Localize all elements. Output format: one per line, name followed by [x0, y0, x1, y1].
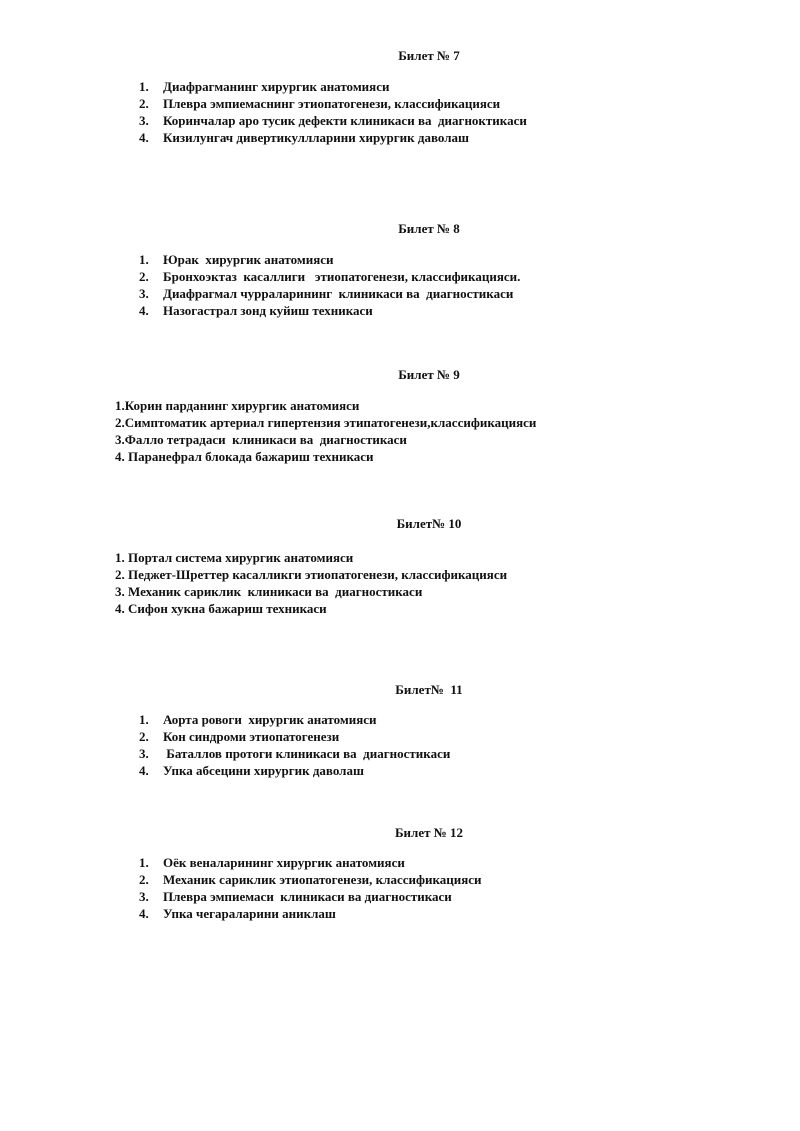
question-text: Упка чегараларини аниклаш [163, 906, 336, 921]
question-item: 2. Педжет-Шреттер касалликги этиопатогенези, классификацияси [115, 567, 508, 582]
ticket-title: Билет № 12 [394, 825, 464, 840]
question-item: 1.Корин парданинг хирургик анатомияси [115, 398, 360, 413]
question-item: 4. Сифон хукна бажариш техникаси [115, 601, 327, 616]
ticket-title: Билет№ 11 [395, 682, 463, 697]
question-number: 1. [139, 855, 149, 870]
question-text: Кизилунгач дивертикуллларини хирургик даволаш [163, 130, 470, 145]
question-text: Упка абсецини хирургик даволаш [163, 763, 364, 778]
question-number: 4. [139, 906, 149, 921]
question-text: Баталлов протоги клиникаси ва диагностикаси [163, 746, 451, 761]
question-number: 2. [139, 729, 149, 744]
question-item: 3.Фалло тетрадаси клиникаси ва диагностикаси [115, 432, 407, 447]
question-item [139, 303, 373, 367]
question-text: Аорта ровоги хирургик анатомияси [163, 712, 377, 727]
question-number: 4. [139, 130, 149, 145]
question-text: Плевра эмпиемаснинг этиопатогенези, классификацияси [163, 96, 501, 111]
question-number: 2. [139, 269, 149, 284]
question-number: 1. [139, 712, 149, 727]
question-number: 2. [139, 96, 149, 111]
question-item: 3. Механик сариклик клиникаси ва диагностикаси [115, 584, 423, 599]
question-number: 2. [139, 872, 149, 887]
question-text: Кон синдроми этиопатогенези [163, 729, 340, 744]
question-number: 3. [139, 113, 149, 128]
question-text: Коринчалар аро тусик дефекти клиникаси ва диагноктикаси [163, 113, 527, 128]
question-number: 1. [139, 79, 149, 94]
ticket-title: Билет № 8 [398, 221, 460, 236]
ticket-title: Билет№ 10 [396, 516, 462, 531]
question-number: 3. [139, 746, 149, 761]
question-item: 2.Симптоматик артериал гипертензия этипатогенези,классификацияси [115, 415, 537, 430]
question-text: Механик сариклик этиопатогенези, классификацияси [163, 872, 482, 887]
question-item [139, 763, 364, 827]
question-item [139, 130, 470, 194]
question-text: Плевра эмпиемаси клиникаси ва диагностикаси [163, 889, 452, 904]
question-text: Диафрагманинг хирургик анатомияси [163, 79, 390, 94]
question-number: 3. [139, 286, 149, 301]
ticket-title: Билет № 7 [398, 48, 460, 63]
question-number: 4. [139, 303, 149, 318]
question-item: 4. Паранефрал блокада бажариш техникаси [115, 449, 374, 464]
question-text: Бронхоэктаз касаллиги этиопатогенези, классификацияси. [163, 269, 521, 284]
question-item: 1. Портал система хирургик анатомияси [115, 550, 354, 565]
ticket-title: Билет № 9 [398, 367, 460, 382]
question-text: Оёк веналарининг хирургик анатомияси [163, 855, 405, 870]
question-number: 4. [139, 763, 149, 778]
question-text: Назогастрал зонд куйиш техникаси [163, 303, 373, 318]
question-text: Диафрагмал чурраларининг клиникаси ва диагностикаси [163, 286, 514, 301]
question-number: 3. [139, 889, 149, 904]
question-number: 1. [139, 252, 149, 267]
question-text: Юрак хирургик анатомияси [163, 252, 334, 267]
question-item [139, 906, 336, 970]
